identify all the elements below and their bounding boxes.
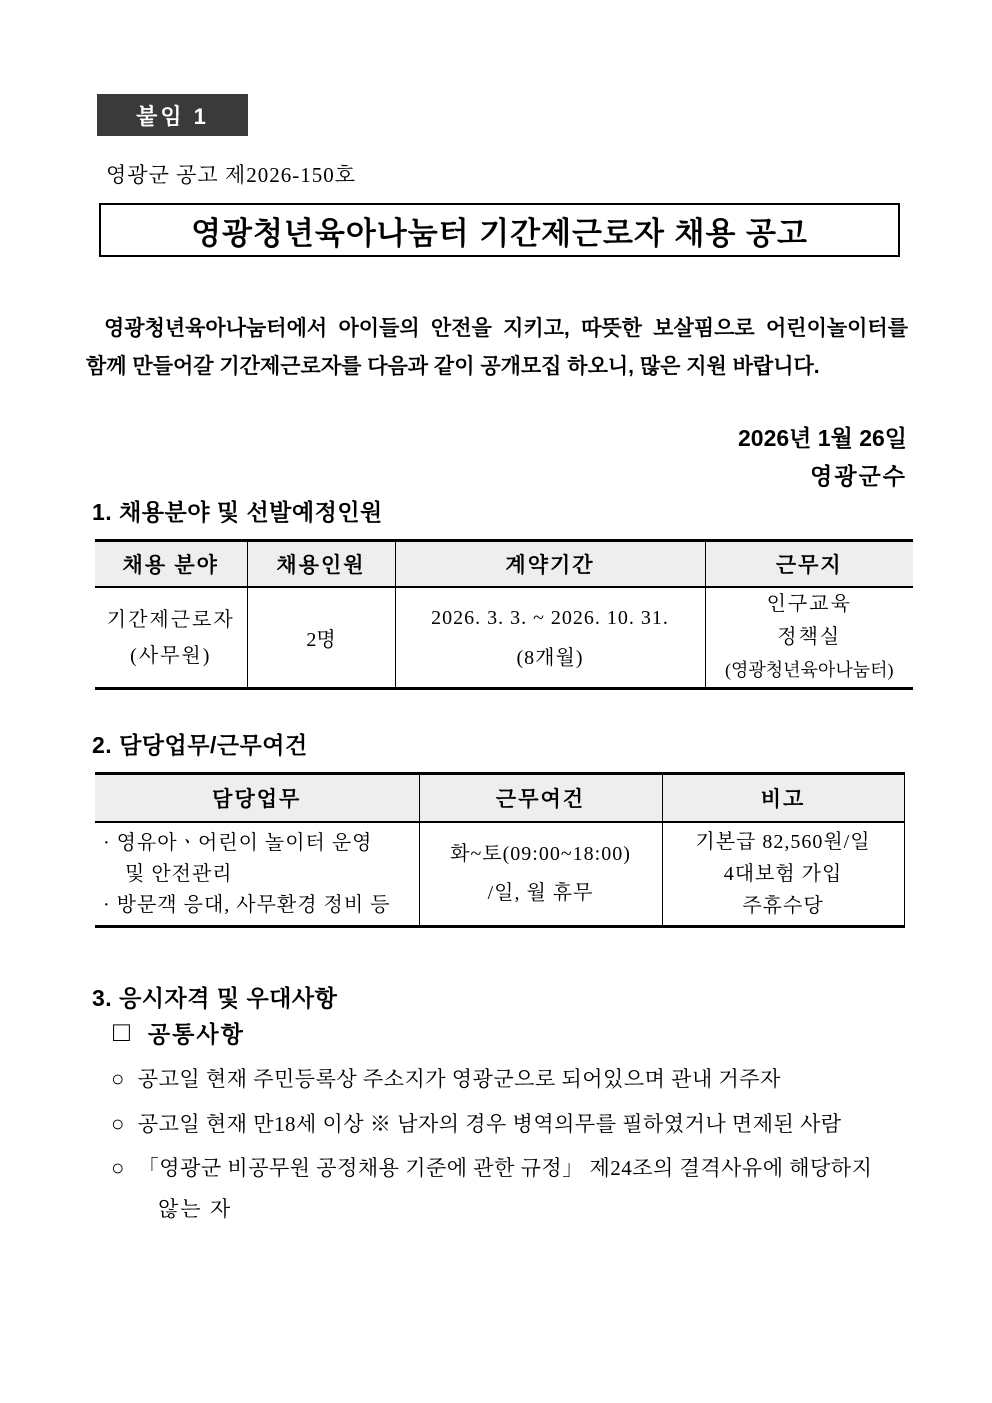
signature-title: 영광군수 — [810, 463, 907, 489]
col-header-count: 채용인원 — [247, 541, 395, 588]
cell-line: (8개월) — [516, 646, 584, 669]
recruitment-table-row — [95, 587, 913, 689]
intro-paragraph-line-1: 영광청년육아나눔터에서 아이들의 안전을 지키고, 따뜻한 보살핌으로 어린이놀이터를 — [104, 317, 908, 340]
col-header-duties: 담당업무 — [95, 774, 419, 823]
duties-table-header-row — [95, 774, 904, 823]
duties-table-row — [95, 822, 904, 927]
cell-workplace — [705, 587, 913, 689]
col-header-field: 채용 분야 — [95, 541, 247, 588]
cell-line: (사무원) — [130, 644, 212, 667]
cell-line: 인구교육 — [766, 593, 852, 615]
cell-conditions — [419, 822, 662, 927]
recruitment-table-header-row — [95, 541, 913, 588]
cell-line: · 방문객 응대, 사무환경 정비 등 — [103, 893, 391, 916]
intro-paragraph-line-2: 함께 만들어갈 기간제근로자를 다음과 같이 공개모집 하오니, 많은 지원 바랍니다. — [86, 355, 820, 378]
cell-line: 및 안전관리 — [125, 862, 233, 885]
requirement-text: 공고일 현재 주민등록상 주소지가 영광군으로 되어있으며 관내 거주자 — [137, 1067, 781, 1091]
duties-table — [95, 772, 905, 928]
common-requirements-label: 공통사항 — [147, 1022, 245, 1047]
doc-number: 영광군 공고 제2026-150호 — [106, 163, 356, 187]
section1-heading: 1. 채용분야 및 선발예정인원 — [92, 499, 383, 525]
recruitment-table — [95, 539, 913, 690]
circle-bullet-icon: ○ — [111, 1066, 125, 1091]
cell-count: 2명 — [247, 587, 395, 689]
requirement-text-continuation: 않는 자 — [158, 1197, 233, 1221]
cell-line: 정책실 — [777, 626, 842, 648]
cell-line: (영광청년육아나눔터) — [725, 660, 894, 680]
cell-line: 주휴수당 — [742, 895, 824, 917]
cell-line: 기간제근로자 — [106, 608, 235, 631]
common-requirements-subheading — [113, 1016, 245, 1049]
circle-bullet-icon: ○ — [111, 1111, 125, 1136]
page-title: 영광청년육아나눔터 기간제근로자 채용 공고 — [191, 215, 808, 251]
section3-heading: 3. 응시자격 및 우대사항 — [92, 985, 338, 1011]
attachment-badge: 붙임 1 — [97, 94, 248, 136]
col-header-conditions: 근무여건 — [419, 774, 662, 823]
col-header-workplace: 근무지 — [705, 541, 913, 588]
cell-line: 2026. 3. 3. ~ 2026. 10. 31. — [431, 606, 669, 629]
cell-duties — [95, 822, 419, 927]
circle-bullet-icon: ○ — [111, 1155, 125, 1180]
cell-line: 기본급 82,560원/일 — [695, 831, 871, 853]
requirement-item — [111, 1108, 842, 1138]
cell-line: 4대보험 가입 — [723, 863, 843, 885]
cell-note — [662, 822, 904, 927]
col-header-period: 계약기간 — [395, 541, 705, 588]
requirement-text: 「영광군 비공무원 공정채용 기준에 관한 규정」 제24조의 결격사유에 해당하지 — [137, 1156, 873, 1180]
requirement-item — [111, 1063, 781, 1093]
announcement-date: 2026년 1월 26일 — [738, 425, 907, 451]
requirement-text: 공고일 현재 만18세 이상 ※ 남자의 경우 병역의무를 필하였거나 면제된 사람 — [137, 1112, 842, 1136]
cell-line: 화~토(09:00~18:00) — [450, 843, 631, 865]
section2-heading: 2. 담당업무/근무여건 — [92, 732, 308, 758]
cell-period — [395, 587, 705, 689]
square-marker-icon: □ — [113, 1016, 132, 1048]
cell-line: · 영유아ㆍ어린이 놀이터 운영 — [103, 831, 373, 854]
col-header-note: 비고 — [662, 774, 904, 823]
title-box — [99, 203, 900, 257]
requirement-item — [111, 1152, 872, 1182]
cell-field — [95, 587, 247, 689]
cell-line: /일, 월 휴무 — [487, 882, 594, 904]
